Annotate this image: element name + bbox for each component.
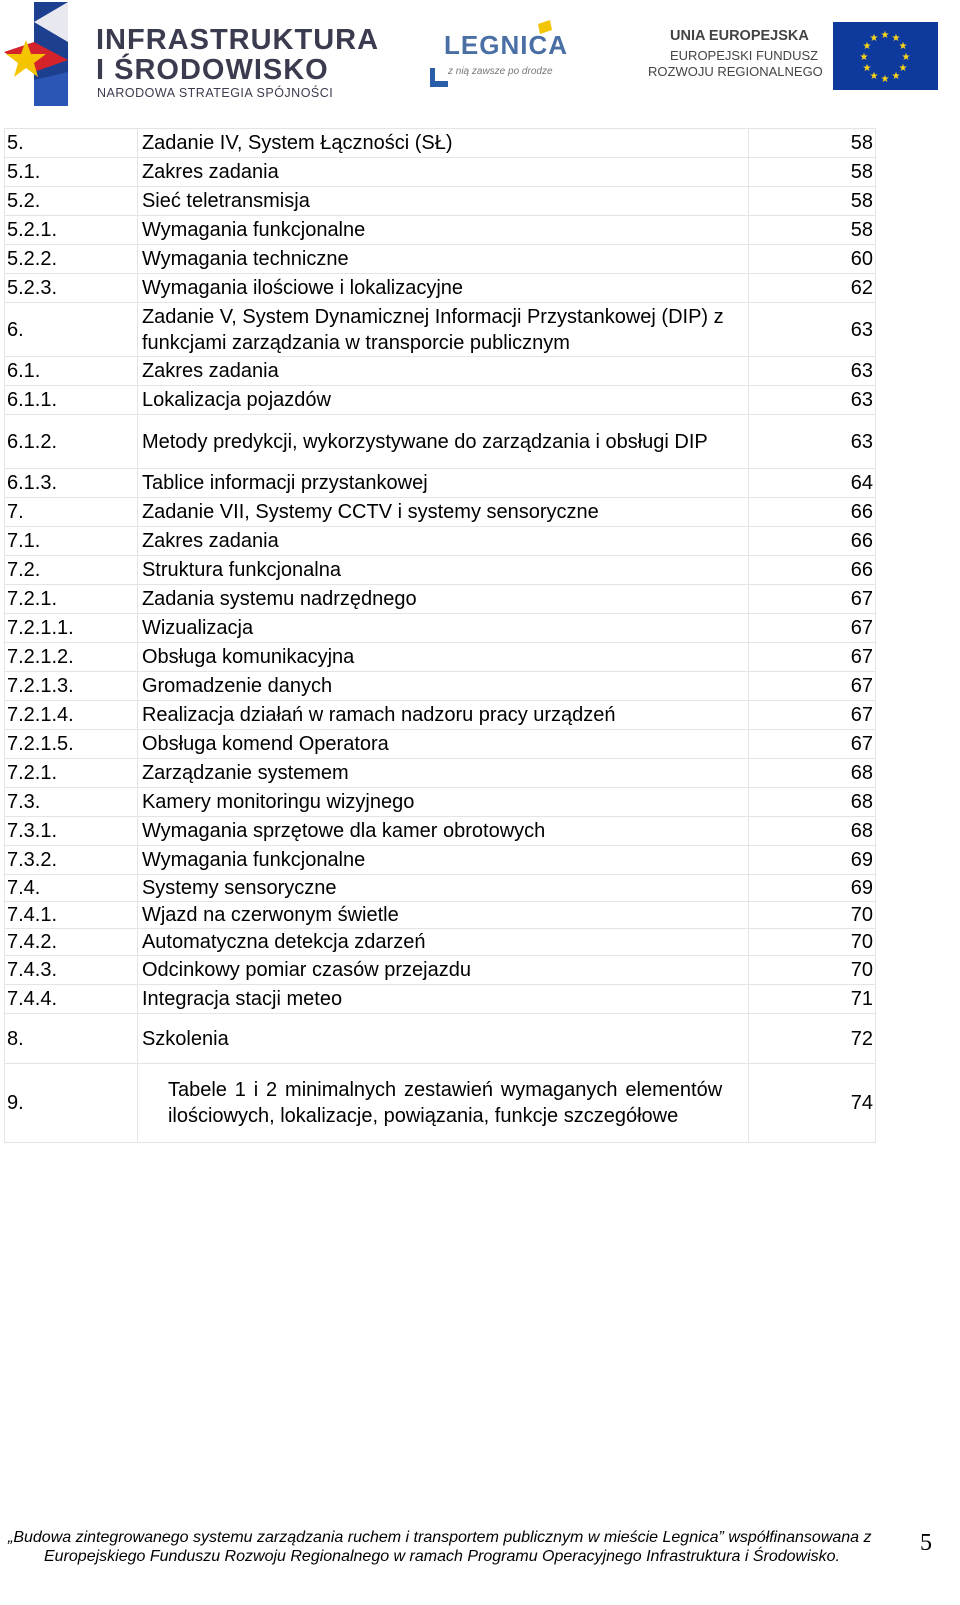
toc-title: Wymagania techniczne — [137, 245, 748, 274]
toc-page: 67 — [749, 672, 876, 701]
toc-number: 9. — [5, 1064, 138, 1143]
toc-title: Szkolenia — [137, 1014, 748, 1064]
toc-title: Zadanie V, System Dynamicznej Informacji Przystankowej (DIP) z funkcjami zarządzania w transporcie publicznym — [137, 303, 748, 357]
toc-page: 69 — [749, 875, 876, 902]
toc-title: Wymagania ilościowe i lokalizacyjne — [137, 274, 748, 303]
toc-title: Zakres zadania — [137, 357, 748, 386]
toc-page: 67 — [749, 643, 876, 672]
toc-title: Wymagania funkcjonalne — [137, 216, 748, 245]
toc-row — [5, 1064, 876, 1143]
page-header — [0, 0, 960, 112]
toc-title: Zadania systemu nadrzędnego — [137, 585, 748, 614]
svg-text:★: ★ — [891, 33, 901, 44]
toc-row — [5, 614, 876, 643]
toc-number: 7.2.1. — [5, 759, 138, 788]
toc-row — [5, 498, 876, 527]
svg-text:★: ★ — [862, 41, 872, 52]
toc-row — [5, 469, 876, 498]
toc-number: 7.2.1.4. — [5, 701, 138, 730]
toc-number: 7.2.1. — [5, 585, 138, 614]
toc-number: 7.3.2. — [5, 846, 138, 875]
logo-line-2: I ŚRODOWISKO — [96, 54, 329, 86]
toc-title: Gromadzenie danych — [137, 672, 748, 701]
toc-number: 5.2.1. — [5, 216, 138, 245]
toc-title: Zakres zadania — [137, 527, 748, 556]
page-footer — [0, 1526, 960, 1605]
toc-number: 6.1.3. — [5, 469, 138, 498]
eu-line-1: UNIA EUROPEJSKA — [670, 28, 809, 44]
footer-line-1: „Budowa zintegrowanego systemu zarządzania ruchem i transportem publicznym w mieście Legnica” współfinansowana z — [8, 1529, 872, 1546]
toc-number: 7.2.1.1. — [5, 614, 138, 643]
toc-number: 6.1.2. — [5, 415, 138, 469]
toc-row — [5, 1014, 876, 1064]
toc-number: 6.1.1. — [5, 386, 138, 415]
toc-number: 7.3. — [5, 788, 138, 817]
toc-row — [5, 985, 876, 1014]
svg-text:★: ★ — [898, 63, 908, 74]
toc-page: 67 — [749, 701, 876, 730]
toc-row — [5, 527, 876, 556]
svg-text:★: ★ — [880, 74, 890, 85]
eu-flag-icon — [833, 22, 938, 90]
toc-number: 5.2. — [5, 187, 138, 216]
toc-title: Zadanie IV, System Łączności (SŁ) — [137, 129, 748, 158]
toc-page: 72 — [749, 1014, 876, 1064]
toc-row — [5, 929, 876, 956]
toc-number: 7.2. — [5, 556, 138, 585]
toc-page: 70 — [749, 929, 876, 956]
toc-page: 67 — [749, 585, 876, 614]
toc-row — [5, 556, 876, 585]
toc-title: Realizacja działań w ramach nadzoru pracy urządzeń — [137, 701, 748, 730]
toc-row — [5, 585, 876, 614]
toc-page: 66 — [749, 527, 876, 556]
toc-row — [5, 245, 876, 274]
toc-page: 67 — [749, 614, 876, 643]
toc-row — [5, 788, 876, 817]
eu-line-3: ROZWOJU REGIONALNEGO — [648, 64, 823, 79]
toc-title: Wymagania funkcjonalne — [137, 846, 748, 875]
toc-page: 58 — [749, 187, 876, 216]
toc-number: 6.1. — [5, 357, 138, 386]
toc-title: Integracja stacji meteo — [137, 985, 748, 1014]
toc-title: Wizualizacja — [137, 614, 748, 643]
toc-title: Obsługa komunikacyjna — [137, 643, 748, 672]
svg-text:★: ★ — [869, 71, 879, 82]
toc-number: 7.4.4. — [5, 985, 138, 1014]
logo-line-3: NARODOWA STRATEGIA SPÓJNOŚCI — [97, 86, 334, 100]
toc-page: 70 — [749, 956, 876, 985]
toc-page: 67 — [749, 730, 876, 759]
table-of-contents — [4, 128, 876, 1143]
toc-number: 7. — [5, 498, 138, 527]
toc-page: 63 — [749, 303, 876, 357]
toc-number: 7.4.1. — [5, 902, 138, 929]
toc-page: 70 — [749, 902, 876, 929]
toc-row — [5, 357, 876, 386]
toc-page: 68 — [749, 788, 876, 817]
toc-page: 60 — [749, 245, 876, 274]
toc-page: 66 — [749, 556, 876, 585]
toc-number: 7.4.2. — [5, 929, 138, 956]
toc-page: 58 — [749, 129, 876, 158]
toc-number: 5. — [5, 129, 138, 158]
toc-row — [5, 956, 876, 985]
toc-title: Automatyczna detekcja zdarzeń — [137, 929, 748, 956]
toc-page: 63 — [749, 386, 876, 415]
toc-row — [5, 187, 876, 216]
toc-title: Systemy sensoryczne — [137, 875, 748, 902]
toc-row — [5, 730, 876, 759]
toc-title: Lokalizacja pojazdów — [137, 386, 748, 415]
svg-text:★: ★ — [898, 41, 908, 52]
toc-row — [5, 216, 876, 245]
toc-title: Tablice informacji przystankowej — [137, 469, 748, 498]
page-number: 5 — [920, 1530, 932, 1556]
toc-title: Odcinkowy pomiar czasów przejazdu — [137, 956, 748, 985]
toc-page: 58 — [749, 216, 876, 245]
toc-title: Zarządzanie systemem — [137, 759, 748, 788]
toc-number: 7.4. — [5, 875, 138, 902]
toc-title: Obsługa komend Operatora — [137, 730, 748, 759]
svg-text:★: ★ — [869, 33, 879, 44]
toc-title: Wjazd na czerwonym świetle — [137, 902, 748, 929]
svg-text:★: ★ — [901, 52, 911, 63]
toc-row — [5, 902, 876, 929]
toc-row — [5, 643, 876, 672]
toc-title: Metody predykcji, wykorzystywane do zarządzania i obsługi DIP — [137, 415, 748, 469]
toc-title: Struktura funkcjonalna — [137, 556, 748, 585]
toc-row — [5, 701, 876, 730]
toc-title: Wymagania sprzętowe dla kamer obrotowych — [137, 817, 748, 846]
eu-logo — [640, 20, 950, 92]
svg-text:★: ★ — [862, 63, 872, 74]
toc-number: 7.1. — [5, 527, 138, 556]
toc-row — [5, 274, 876, 303]
toc-title: Zakres zadania — [137, 158, 748, 187]
legnica-tagline: z nią zawsze po drodze — [448, 66, 553, 77]
toc-number: 8. — [5, 1014, 138, 1064]
toc-row — [5, 158, 876, 187]
toc-title: Sieć teletransmisja — [137, 187, 748, 216]
toc-title: Tabele 1 i 2 minimalnych zestawień wymaganych elementów ilościowych, lokalizacje, powiązania, funkcje szczegółowe — [137, 1064, 748, 1143]
toc-number: 7.2.1.2. — [5, 643, 138, 672]
toc-page: 63 — [749, 415, 876, 469]
toc-row — [5, 129, 876, 158]
toc-page: 71 — [749, 985, 876, 1014]
toc-number: 5.2.2. — [5, 245, 138, 274]
toc-page: 63 — [749, 357, 876, 386]
toc-row — [5, 846, 876, 875]
toc-number: 7.3.1. — [5, 817, 138, 846]
toc-page: 62 — [749, 274, 876, 303]
legnica-name: LEGNICA — [444, 30, 568, 60]
svg-text:★: ★ — [880, 30, 890, 41]
toc-page: 68 — [749, 817, 876, 846]
toc-page: 69 — [749, 846, 876, 875]
toc-title: Zadanie VII, Systemy CCTV i systemy sensoryczne — [137, 498, 748, 527]
toc-page: 68 — [749, 759, 876, 788]
toc-row — [5, 672, 876, 701]
toc-number: 7.2.1.3. — [5, 672, 138, 701]
toc-number: 5.2.3. — [5, 274, 138, 303]
toc-page: 64 — [749, 469, 876, 498]
toc-page: 58 — [749, 158, 876, 187]
toc-page: 66 — [749, 498, 876, 527]
logo-line-1: INFRASTRUKTURA — [96, 24, 380, 56]
footer-line-2: Europejskiego Funduszu Rozwoju Regionalnego w ramach Programu Operacyjnego Infrastruktura i Środowisko. — [44, 1548, 840, 1565]
toc-row — [5, 875, 876, 902]
toc-page: 74 — [749, 1064, 876, 1143]
legnica-logo — [430, 18, 570, 94]
svg-text:★: ★ — [859, 52, 869, 63]
toc-number: 7.4.3. — [5, 956, 138, 985]
toc-row — [5, 817, 876, 846]
toc-title: Kamery monitoringu wizyjnego — [137, 788, 748, 817]
toc-row — [5, 303, 876, 357]
eu-line-2: EUROPEJSKI FUNDUSZ — [670, 48, 819, 63]
toc-number: 7.2.1.5. — [5, 730, 138, 759]
toc-row — [5, 759, 876, 788]
star-emblem-icon — [4, 2, 92, 106]
svg-text:★: ★ — [891, 71, 901, 82]
toc-row — [5, 415, 876, 469]
infrastruktura-srodowisko-logo — [4, 2, 380, 106]
toc-number: 5.1. — [5, 158, 138, 187]
toc-row — [5, 386, 876, 415]
toc-number: 6. — [5, 303, 138, 357]
